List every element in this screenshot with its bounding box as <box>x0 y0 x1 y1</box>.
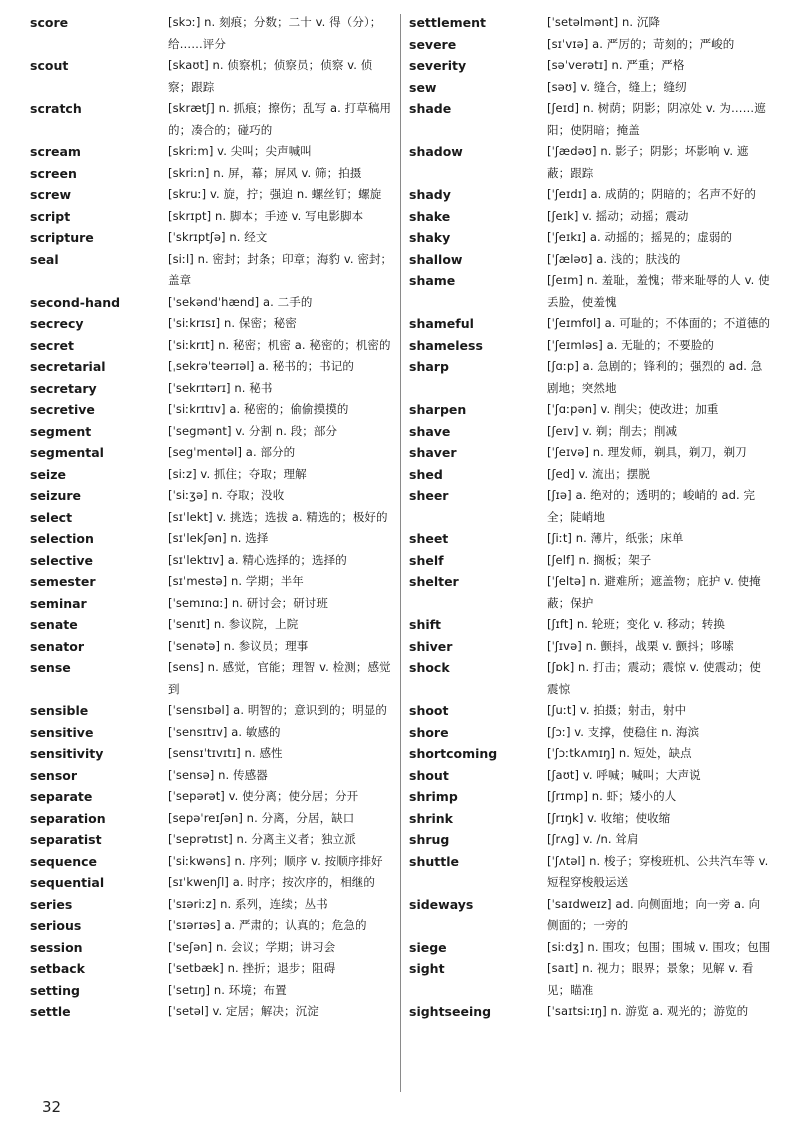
definition: [ˈsensə] n. 传感器 <box>168 767 268 782</box>
definition: [ʃrɪmp] n. 虾；矮小的人 <box>547 789 677 803</box>
headword: separation <box>30 810 106 826</box>
headword: select <box>30 509 73 525</box>
headword: sightseeing <box>409 1004 492 1019</box>
headword: sensitivity <box>30 746 104 761</box>
dictionary-entry <box>30 593 394 615</box>
headword: selective <box>30 552 93 568</box>
definition: [sɪˈlekʃən] n. 选择 <box>168 531 269 545</box>
definition: [sɪˈlektɪv] a. 精心选择的；选择的 <box>168 552 347 567</box>
dictionary-entry <box>409 184 771 206</box>
headword: shameless <box>409 337 483 353</box>
definition: [sɪˈmestə] n. 学期；半年 <box>168 574 304 588</box>
headword: sew <box>409 79 437 95</box>
definition: [ʃed] v. 流出；摆脱 <box>547 466 650 481</box>
definition: [ʃeɪk] v. 摇动；动摇；震动 <box>547 208 689 223</box>
definition: [siːdʒ] n. 围攻；包围；围城 v. 围攻；包围 <box>547 939 771 954</box>
definition: [ˈsekrɪtərɪ] n. 秘书 <box>168 380 273 395</box>
dictionary-entry <box>409 1001 771 1023</box>
dictionary-entry <box>30 292 394 314</box>
definition: [skriːn] n. 屏，幕；屏风 v. 筛；拍摄 <box>168 165 362 180</box>
dictionary-entry <box>30 700 394 722</box>
headword: sheer <box>409 488 449 503</box>
definition: [ʃɔː] v. 支撑，使稳住 n. 海滨 <box>547 724 700 739</box>
headword: separatist <box>30 832 102 847</box>
definition: [ˈʃeɪvə] n. 理发师，剃具，剃刀，剃刀 <box>547 445 747 459</box>
definition: [ˈsenətə] n. 参议员；理事 <box>168 638 309 653</box>
headword: sharpen <box>409 402 467 417</box>
dictionary-entry <box>30 894 394 916</box>
dictionary-entry <box>409 313 771 335</box>
definition: [ˈʃɔːtkʌmɪŋ] n. 短处，缺点 <box>547 746 692 760</box>
headword: shelter <box>409 574 459 589</box>
headword: senator <box>30 638 84 654</box>
dictionary-entry <box>409 227 771 249</box>
definition: [ʃaʊt] v. 呼喊；喊叫；大声说 <box>547 767 701 782</box>
headword: secretive <box>30 402 95 417</box>
definition: [ˌsekrəˈteərɪəl] a. 秘书的；书记的 <box>168 359 354 373</box>
definition: [ʃeɪv] v. 剃；削去；削减 <box>547 423 678 438</box>
headword: siege <box>409 939 447 955</box>
headword: seminar <box>30 595 87 611</box>
headword: screen <box>30 165 77 181</box>
definition: [ʃɪft] n. 轮班；变化 v. 移动；转换 <box>547 617 725 631</box>
dictionary-entry <box>409 55 771 77</box>
right-column <box>401 12 771 1097</box>
dictionary-entry <box>30 872 394 894</box>
definition: [ʃɑːp] a. 急剧的；锋利的；强烈的 ad. 急剧地；突然地 <box>547 359 763 395</box>
dictionary-entry <box>30 1001 394 1023</box>
definition: [ˈsetəl] v. 定居；解决；沉淀 <box>168 1004 319 1018</box>
dictionary-entry <box>409 270 771 313</box>
definition: [siːl] n. 密封；封条；印章；海豹 v. 密封；盖章 <box>168 251 393 287</box>
dictionary-entry <box>409 34 771 56</box>
definition: [ˈsensɪbəl] a. 明智的；意识到的；明显的 <box>168 703 388 717</box>
dictionary-entry <box>409 829 771 851</box>
definition: [ˈsekəndˈhænd] a. 二手的 <box>168 294 313 309</box>
dictionary-entry <box>409 808 771 830</box>
dictionary-entry <box>30 550 394 572</box>
headword: shade <box>409 101 452 116</box>
headword: shift <box>409 617 442 632</box>
definition: [ˈsemɪnɑː] n. 研讨会；研讨班 <box>168 595 328 610</box>
dictionary-entry <box>409 722 771 744</box>
dictionary-entry <box>30 227 394 249</box>
definition: [skriːm] v. 尖叫；尖声喊叫 <box>168 144 312 158</box>
dictionary-entry <box>409 249 771 271</box>
headword: serious <box>30 918 82 933</box>
definition: [ˈʃeɪmləs] a. 无耻的；不要脸的 <box>547 337 715 352</box>
dictionary-entry <box>409 77 771 99</box>
definition: [ˈʃeɪdɪ] a. 成荫的；阴暗的；名声不好的 <box>547 187 756 201</box>
headword: selection <box>30 531 94 546</box>
headword: session <box>30 939 83 955</box>
headword: shadow <box>409 144 463 159</box>
headword: shortcoming <box>409 746 498 761</box>
dictionary-entry <box>30 356 394 378</box>
definition: [sepəˈreɪʃən] n. 分离，分居，缺口 <box>168 810 355 825</box>
definition: [ˈsɪərɪəs] a. 严肃的；认真的；危急的 <box>168 918 367 932</box>
definition: [səˈverətɪ] n. 严重；严格 <box>547 58 685 72</box>
headword: script <box>30 208 71 224</box>
dictionary-entry <box>30 786 394 808</box>
definition: [ˈsiːkwəns] n. 序列；顺序 v. 按顺序排好 <box>168 853 383 868</box>
dictionary-entry <box>409 399 771 421</box>
definition: [ˈsiːkrɪt] n. 秘密；机密 a. 秘密的；机密的 <box>168 337 391 352</box>
headword: sensible <box>30 703 89 718</box>
dictionary-entry <box>409 894 771 937</box>
dictionary-entry <box>30 636 394 658</box>
dictionary-entry <box>30 851 394 873</box>
headword: setting <box>30 982 80 998</box>
definition: [ˈseʃən] n. 会议；学期；讲习会 <box>168 939 336 954</box>
definition: [ˈʃæləʊ] a. 浅的；肤浅的 <box>547 251 681 266</box>
dictionary-entry <box>409 485 771 528</box>
headword: shoot <box>409 703 449 718</box>
dictionary-entry <box>409 12 771 34</box>
definition: [ʃɪə] a. 绝对的；透明的；峻峭的 ad. 完全；陡峭地 <box>547 488 756 524</box>
definition: [saɪt] n. 视力；眼界；景象；见解 v. 看见；瞄准 <box>547 961 754 997</box>
definition: [ʃeɪm] n. 羞耻，羞愧；带来耻辱的人 v. 使丢脸，使羞愧 <box>547 273 770 309</box>
headword: severe <box>409 36 457 52</box>
dictionary-entry <box>30 335 394 357</box>
headword: sheet <box>409 531 449 546</box>
definition: [ʃrɪŋk] v. 收缩；使收缩 <box>547 810 671 825</box>
dictionary-entry <box>409 614 771 636</box>
headword: secretarial <box>30 359 106 374</box>
headword: settle <box>30 1004 71 1019</box>
dictionary-entry <box>409 141 771 184</box>
definition: [ˈʃɑːpən] v. 削尖；使改进；加重 <box>547 402 719 416</box>
definition: [ˈʃʌtəl] n. 梭子；穿梭班机、公共汽车等 v. 短程穿梭般运送 <box>547 853 769 889</box>
headword: secretary <box>30 380 97 396</box>
headword: sequence <box>30 853 98 869</box>
dictionary-entry <box>409 442 771 464</box>
headword: shuttle <box>409 853 459 869</box>
definition: [ʃiːt] n. 薄片，纸张；床单 <box>547 531 684 545</box>
headword: secret <box>30 337 74 353</box>
dictionary-entry <box>30 915 394 937</box>
dictionary-entry <box>409 571 771 614</box>
dictionary-entry <box>30 421 394 443</box>
dictionary-entry <box>30 141 394 163</box>
headword: scratch <box>30 101 82 116</box>
definition: [ʃrʌg] v. /n. 耸肩 <box>547 832 639 846</box>
dictionary-entry <box>30 614 394 636</box>
dictionary-entry <box>409 765 771 787</box>
definition: [ˈʃeɪkɪ] a. 动摇的；摇晃的；虚弱的 <box>547 230 733 244</box>
definition: [skrɪpt] n. 脚本；手迹 v. 写电影脚本 <box>168 208 364 223</box>
definition: [siːz] v. 抓住；夺取；理解 <box>168 466 307 481</box>
definition: [ʃelf] n. 搁板；架子 <box>547 552 652 567</box>
dictionary-entry <box>30 249 394 292</box>
headword: separate <box>30 789 93 804</box>
headword: scream <box>30 144 81 159</box>
headword: shrimp <box>409 789 458 804</box>
definition: [ˈsetəlmənt] n. 沉降 <box>547 15 661 29</box>
dictionary-entry <box>30 657 394 700</box>
headword: shaky <box>409 230 451 245</box>
headword: shelf <box>409 552 444 568</box>
definition: [skaʊt] n. 侦察机；侦察员；侦察 v. 侦察；跟踪 <box>168 58 373 94</box>
headword: shrink <box>409 810 454 826</box>
definition: [sɪˈlekt] v. 挑选；选拔 a. 精选的；极好的 <box>168 509 388 524</box>
definition: [skrætʃ] n. 抓痕；擦伤；乱写 a. 打草稿用的；凑合的；碰巧的 <box>168 101 392 137</box>
dictionary-entry <box>409 528 771 550</box>
dictionary-entry <box>30 378 394 400</box>
definition: [ˈsiːʒə] n. 夺取；没收 <box>168 488 285 502</box>
definition: [sɪˈkwenʃl] a. 时序；按次序的，相继的 <box>168 875 375 889</box>
headword: shout <box>409 767 449 783</box>
dictionary-entry <box>30 937 394 959</box>
headword: seizure <box>30 488 82 503</box>
dictionary-entry <box>30 958 394 980</box>
definition: [ˈʃeltə] n. 避难所；遮盖物；庇护 v. 使掩蔽；保护 <box>547 574 761 610</box>
headword: shed <box>409 466 443 482</box>
headword: senate <box>30 617 78 632</box>
definition: [sens] n. 感觉，官能；理智 v. 检测；感觉到 <box>168 660 391 696</box>
headword: segment <box>30 423 92 439</box>
definition: [ˈʃædəʊ] n. 影子；阴影；坏影响 v. 遮蔽；跟踪 <box>547 144 749 180</box>
headword: shallow <box>409 251 463 267</box>
headword: shady <box>409 187 451 202</box>
definition: [segˈmentəl] a. 部分的 <box>168 445 296 459</box>
definition: [ˈseprətɪst] n. 分离主义者；独立派 <box>168 832 356 846</box>
dictionary-entry <box>30 485 394 507</box>
dictionary-entry <box>409 743 771 765</box>
headword: sharp <box>409 359 449 374</box>
dictionary-entry <box>30 765 394 787</box>
definition: [ˈsetbæk] n. 挫折；退步；阻碍 <box>168 961 336 975</box>
definition: [ˈsiːkrɪsɪ] n. 保密；秘密 <box>168 316 297 330</box>
definition: [ʃɒk] n. 打击；震动；震惊 v. 使震动；使震惊 <box>547 660 762 696</box>
dictionary-entry <box>30 980 394 1002</box>
headword: setback <box>30 961 85 976</box>
headword: semester <box>30 574 96 589</box>
page-number: 32 <box>42 1098 62 1116</box>
headword: seize <box>30 466 66 482</box>
definition: [ˈsɪəriːz] n. 系列，连续；丛书 <box>168 896 328 911</box>
dictionary-entry <box>409 657 771 700</box>
definition: [ˈsaɪdweɪz] ad. 向侧面地；向一旁 a. 向侧面的；一旁的 <box>547 896 761 932</box>
headword: secrecy <box>30 316 84 331</box>
definition: [ˈsiːkrɪtɪv] a. 秘密的；偷偷摸摸的 <box>168 402 349 416</box>
headword: scout <box>30 58 69 73</box>
dictionary-entry <box>30 163 394 185</box>
dictionary-entry <box>30 206 394 228</box>
headword: settlement <box>409 15 487 30</box>
dictionary-entry <box>30 464 394 486</box>
headword: shake <box>409 208 451 224</box>
dictionary-entry <box>30 808 394 830</box>
definition: [ˈsenɪt] n. 参议院，上院 <box>168 617 299 631</box>
headword: sideways <box>409 896 474 912</box>
dictionary-entry <box>409 464 771 486</box>
definition: [skruː] v. 旋，拧；强迫 n. 螺丝钉；螺旋 <box>168 187 382 201</box>
dictionary-entry <box>30 722 394 744</box>
dictionary-page <box>30 12 790 1097</box>
definition: [sɪˈvɪə] a. 严厉的；苛刻的；严峻的 <box>547 36 735 51</box>
headword: series <box>30 896 73 912</box>
dictionary-entry <box>409 206 771 228</box>
headword: screw <box>30 187 72 202</box>
headword: shock <box>409 660 450 675</box>
definition: [ˈsegmənt] v. 分割 n. 段；部分 <box>168 423 338 438</box>
headword: shave <box>409 423 451 439</box>
dictionary-entry <box>409 636 771 658</box>
dictionary-entry <box>30 571 394 593</box>
headword: shame <box>409 273 456 288</box>
dictionary-entry <box>30 55 394 98</box>
dictionary-entry <box>30 98 394 141</box>
definition: [ˈsetɪŋ] n. 环境；布置 <box>168 982 287 997</box>
definition: [ˈʃɪvə] n. 颤抖，战栗 v. 颤抖；哆嗦 <box>547 638 734 653</box>
dictionary-entry <box>409 786 771 808</box>
definition: [səʊ] v. 缝合，缝上；缝纫 <box>547 79 687 94</box>
dictionary-entry <box>409 98 771 141</box>
headword: sight <box>409 961 445 976</box>
headword: segmental <box>30 445 104 460</box>
headword: sequential <box>30 875 105 890</box>
headword: shrug <box>409 832 450 847</box>
headword: shore <box>409 724 449 740</box>
headword: severity <box>409 58 467 73</box>
left-column <box>30 12 400 1097</box>
dictionary-entry <box>30 184 394 206</box>
definition: [ˈsensɪtɪv] a. 敏感的 <box>168 724 281 739</box>
dictionary-entry <box>30 442 394 464</box>
dictionary-entry <box>30 313 394 335</box>
dictionary-entry <box>409 700 771 722</box>
dictionary-entry <box>30 528 394 550</box>
dictionary-entry <box>409 937 771 959</box>
dictionary-entry <box>409 335 771 357</box>
definition: [sensɪˈtɪvɪtɪ] n. 感性 <box>168 746 283 760</box>
definition: [skɔː] n. 刻痕；分数；二十 v. 得（分）；给……评分 <box>168 15 382 51</box>
definition: [ˈsaɪtsiːɪŋ] n. 游览 a. 观光的；游览的 <box>547 1004 749 1018</box>
dictionary-entry <box>30 829 394 851</box>
definition: [ˈskrɪptʃə] n. 经文 <box>168 230 268 244</box>
definition: [ˈsepərət] v. 使分离；使分居；分开 <box>168 789 359 803</box>
headword: sensitive <box>30 724 94 740</box>
dictionary-entry <box>30 507 394 529</box>
definition: [ʃeɪd] n. 树荫；阴影；阴凉处 v. 为……遮阳；使阴暗；掩盖 <box>547 101 766 137</box>
dictionary-entry <box>409 421 771 443</box>
dictionary-entry <box>30 743 394 765</box>
headword: scripture <box>30 230 94 245</box>
dictionary-entry <box>409 550 771 572</box>
headword: second-hand <box>30 294 121 310</box>
dictionary-entry <box>30 399 394 421</box>
dictionary-entry <box>409 356 771 399</box>
headword: shiver <box>409 638 453 654</box>
headword: sense <box>30 660 71 675</box>
headword: seal <box>30 251 59 267</box>
definition: [ˈʃeɪmfʊl] a. 可耻的；不体面的；不道德的 <box>547 316 771 330</box>
definition: [ʃuːt] v. 拍摄；射击，射中 <box>547 703 687 717</box>
dictionary-entry <box>409 958 771 1001</box>
headword: shaver <box>409 445 457 460</box>
headword: shameful <box>409 316 474 331</box>
dictionary-entry <box>409 851 771 894</box>
dictionary-entry <box>30 12 394 55</box>
headword: score <box>30 15 69 30</box>
headword: sensor <box>30 767 78 783</box>
